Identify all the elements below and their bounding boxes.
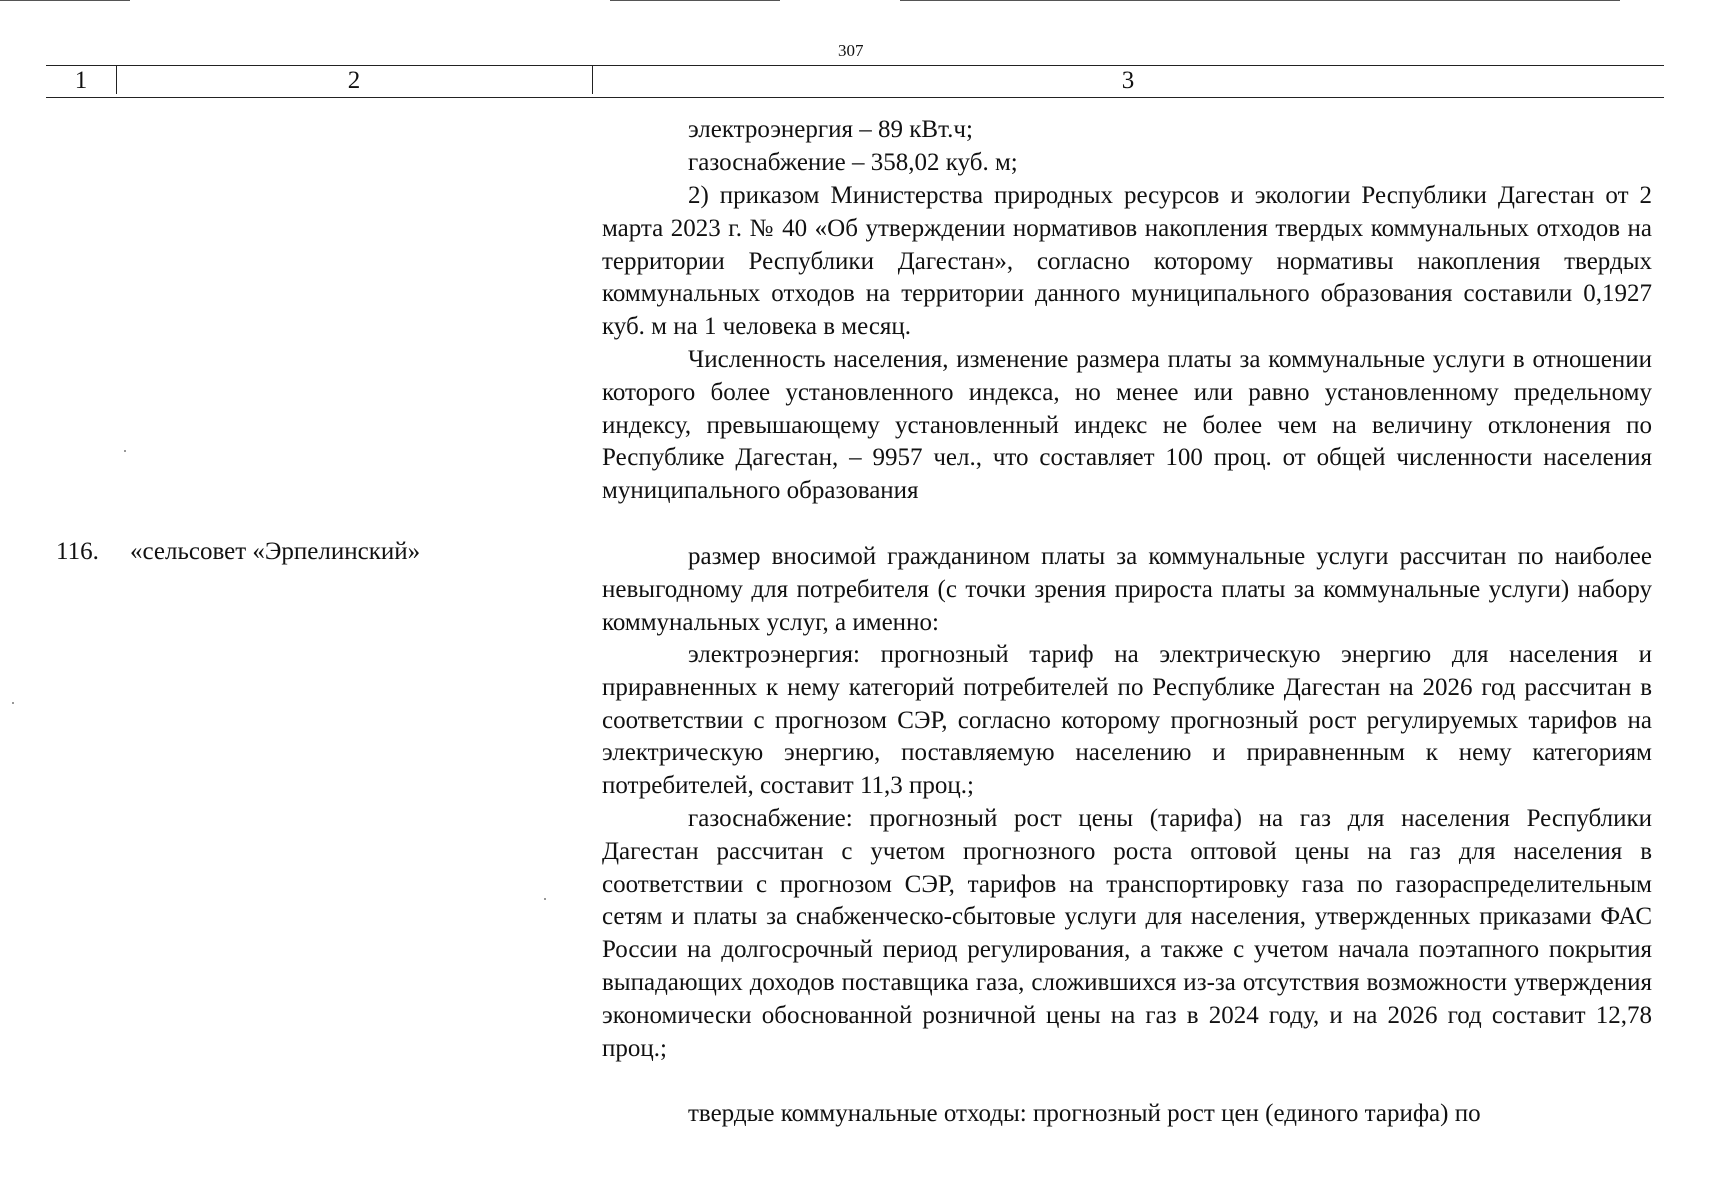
table-header-col-2: 2 <box>347 67 361 94</box>
scan-speck <box>124 450 126 452</box>
row-116-paragraph: твердые коммунальные отходы: прогнозный рост цен (единого тарифа) по <box>688 1100 1481 1127</box>
table-header-col-1: 1 <box>74 67 88 94</box>
top-edge-rule <box>900 0 1620 1</box>
scan-speck <box>12 702 14 704</box>
row-1-paragraph: 2) приказом Министерства природных ресурсов и экологии Республики Дагестан от 2 марта 2023 г. № 40 «Об утверждении нормативов накопления твердых коммунальных отходов на территории Республики Дагестан», согласно которому нормативы накопления твердых коммунальных отходов на территории данного муниципального образования составили 0,1927 куб. м на 1 человека в месяц. <box>602 182 1652 341</box>
row-municipality-name: «сельсовет «Эрпелинский» <box>130 538 421 565</box>
row-116-paragraph: газоснабжение: прогнозный рост цены (тарифа) на газ для населения Республики Дагестан рассчитан с учетом прогнозного роста оптовой цены на газ для населения в соответствии с прогнозом СЭР, тарифов на транспортировку газа по газораспределительным сетям и платы за снабженческо-сбытовые услуги для населения, утвержденных приказами ФАС России на долгосрочный период регулирования, а также с учетом начала поэтапного покрытия выпадающих доходов поставщика газа, сложившихся из-за отсутствия возможности утверждения экономически обоснованной розничной цены на газ в 2024 году, и на 2026 год составит 12,78 проц.; <box>602 805 1652 1062</box>
table-header-bottom-rule <box>46 97 1664 98</box>
row-number: 116. <box>56 538 99 565</box>
table-header-top-rule <box>46 65 1664 66</box>
table-header-col-3: 3 <box>1121 67 1135 94</box>
page-number: 307 <box>838 41 864 60</box>
top-edge-rule <box>610 0 780 1</box>
row-116-paragraph: электроэнергия: прогнозный тариф на электрическую энергию для населения и приравненных к нему категорий потребителей по Республике Дагестан на 2026 год рассчитан в соответствии с прогнозом СЭР, согласно которому прогнозный рост регулируемых тарифов на электрическую энергию, поставляемую населению и приравненным к нему категориям потребителей, составит 11,3 проц.; <box>602 641 1652 800</box>
row-1-paragraph: Численность населения, изменение размера платы за коммунальные услуги в отношении которого более установленного индекса, но менее или равно установленному предельному индексу, превышающему установленный индекс не более чем на величину отклонения по Республике Дагестан, – 9957 чел., что составляет 100 проц. от общей численности населения муниципального образования <box>602 346 1652 505</box>
top-edge-rule <box>0 0 130 1</box>
row-1-paragraph: электроэнергия – 89 кВт.ч; <box>688 116 973 143</box>
scan-speck <box>544 898 546 900</box>
row-116-paragraph: размер вносимой гражданином платы за коммунальные услуги рассчитан по наиболее невыгодному для потребителя (с точки зрения прироста платы за коммунальные услуги) набору коммунальных услуг, а именно: <box>602 543 1652 636</box>
row-1-paragraph: газоснабжение – 358,02 куб. м; <box>688 149 1018 176</box>
